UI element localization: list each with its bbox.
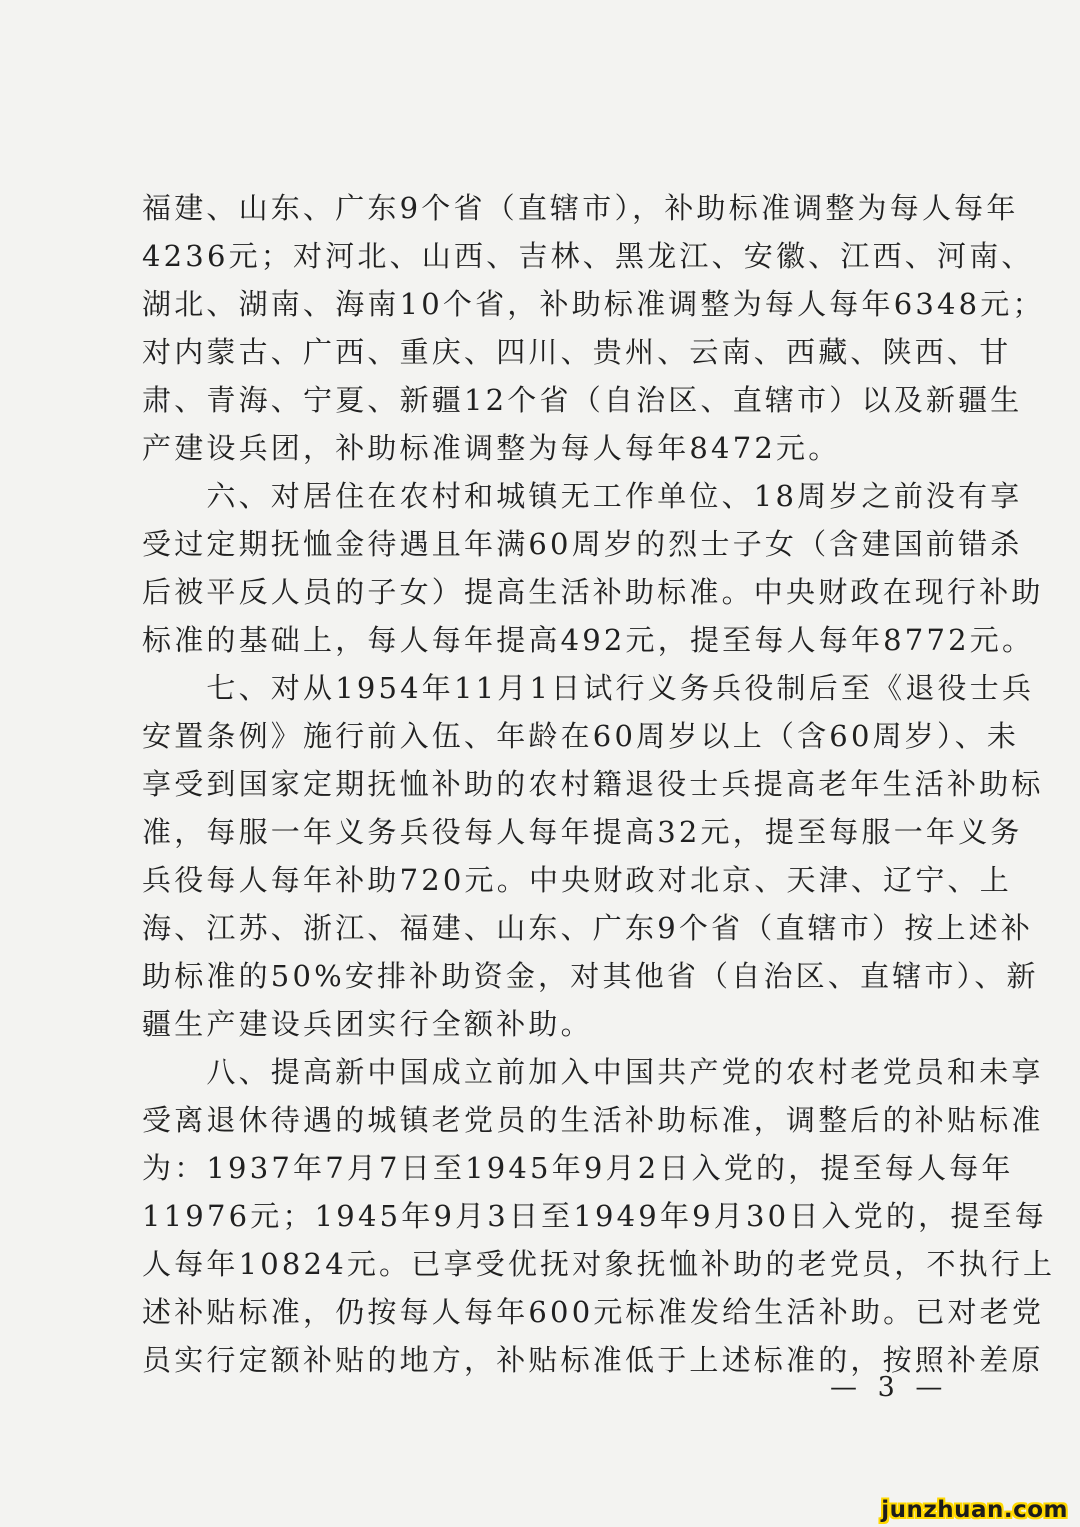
text-line: 海、江苏、浙江、福建、山东、广东9个省（直辖市）按上述补	[142, 911, 1034, 945]
paragraph-six-start: 六、对居住在农村和城镇无工作单位、18周岁之前没有享	[142, 479, 1023, 513]
text-line: 对内蒙古、广西、重庆、四川、贵州、云南、西藏、陕西、甘	[142, 335, 1012, 369]
text-line: 安置条例》施行前入伍、年龄在60周岁以上（含60周岁）、未	[142, 719, 1020, 753]
page-number: — 3 —	[830, 1372, 949, 1403]
text-line: 享受到国家定期抚恤补助的农村籍退役士兵提高老年生活补助标	[142, 767, 1044, 801]
text-line: 疆生产建设兵团实行全额补助。	[142, 1007, 593, 1041]
paragraph-eight-start: 八、提高新中国成立前加入中国共产党的农村老党员和未享	[142, 1055, 1044, 1089]
text-line: 11976元；1945年9月3日至1949年9月30日入党的，提至每	[142, 1199, 1047, 1233]
text-line: 述补贴标准，仍按每人每年600元标准发给生活补助。已对老党	[142, 1295, 1045, 1329]
text-line: 4236元；对河北、山西、吉林、黑龙江、安徽、江西、河南、	[142, 239, 1034, 273]
text-line: 兵役每人每年补助720元。中央财政对北京、天津、辽宁、上	[142, 863, 1012, 897]
text-line: 准，每服一年义务兵役每人每年提高32元，提至每服一年义务	[142, 815, 1023, 849]
text-line: 产建设兵团，补助标准调整为每人每年8472元。	[142, 431, 841, 465]
paragraph-seven-start: 七、对从1954年11月1日试行义务兵役制后至《退役士兵	[142, 671, 1035, 705]
text-line: 助标准的50%安排补助资金，对其他省（自治区、直辖市）、新	[142, 959, 1039, 993]
text-line: 受离退休待遇的城镇老党员的生活补助标准，调整后的补贴标准	[142, 1103, 1044, 1137]
text-line: 肃、青海、宁夏、新疆12个省（自治区、直辖市）以及新疆生	[142, 383, 1023, 417]
text-line: 湖北、湖南、海南10个省，补助标准调整为每人每年6348元；	[142, 287, 1045, 321]
text-line: 标准的基础上，每人每年提高492元，提至每人每年8772元。	[142, 623, 1035, 657]
text-line: 员实行定额补贴的地方，补贴标准低于上述标准的，按照补差原	[142, 1343, 1044, 1377]
text-line: 为：1937年7月7日至1945年9月2日入党的，提至每人每年	[142, 1151, 1014, 1185]
text-line: 后被平反人员的子女）提高生活补助标准。中央财政在现行补助	[142, 575, 1044, 609]
watermark-logo: junzhuan.com	[881, 1497, 1068, 1523]
text-line: 福建、山东、广东9个省（直辖市），补助标准调整为每人每年	[142, 191, 1019, 225]
text-line: 人每年10824元。已享受优抚对象抚恤补助的老党员，不执行上	[142, 1247, 1056, 1281]
text-line: 受过定期抚恤金待遇且年满60周岁的烈士子女（含建国前错杀	[142, 527, 1023, 561]
